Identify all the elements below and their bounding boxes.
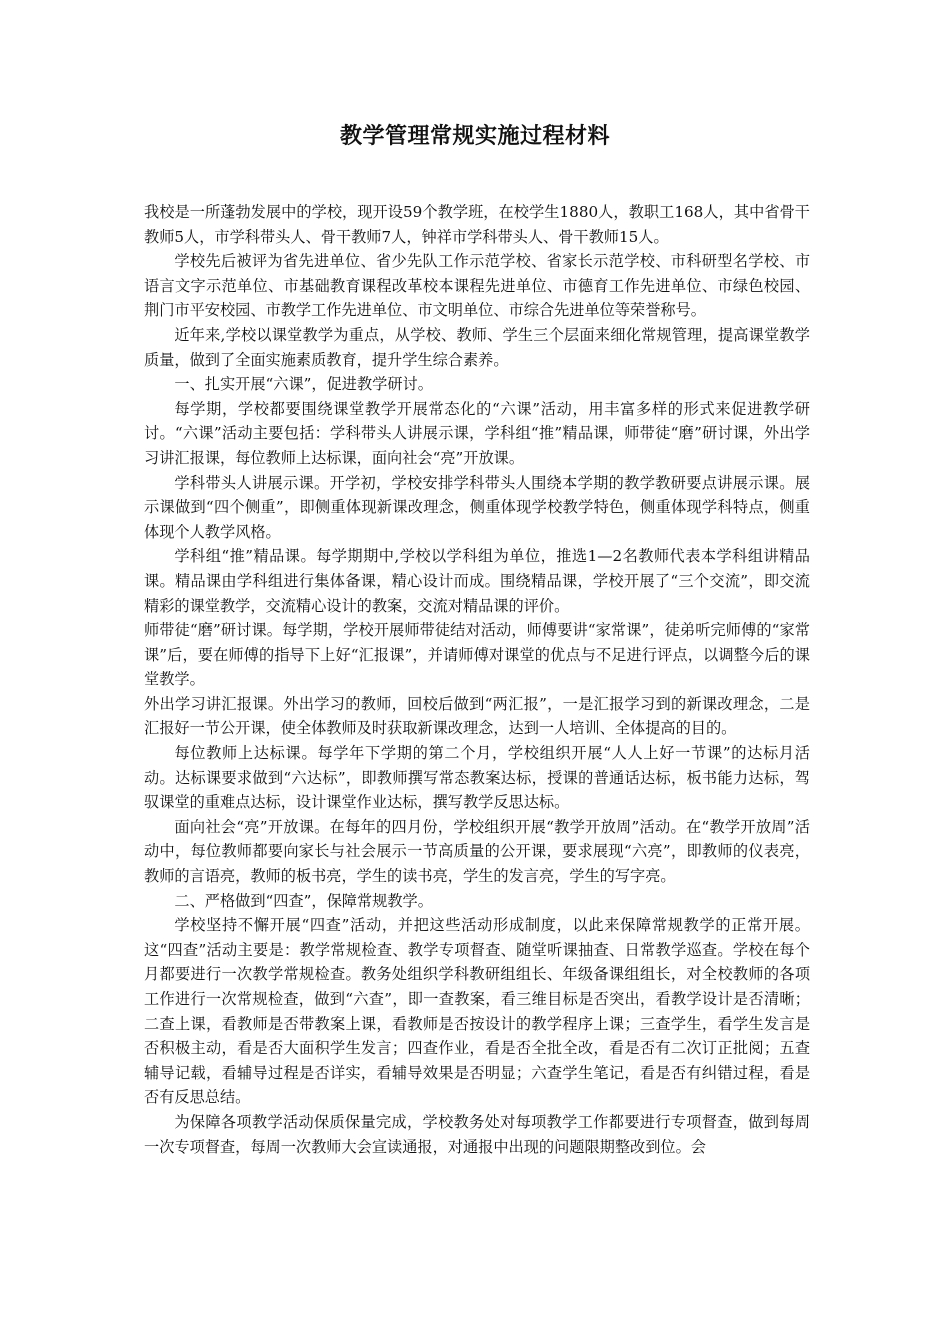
- paragraph: 学科带头人讲展示课。开学初，学校安排学科带头人围绕本学期的教学教研要点讲展示课。展示课做到“四个侧重”，即侧重体现新课改理念，侧重体现学校教学特色，侧重体现学科特点，侧重体现个人教学风格。: [144, 473, 810, 541]
- document-body: [144, 200, 810, 1159]
- document-title: 教学管理常规实施过程材料: [339, 124, 610, 149]
- paragraph: 学校坚持不懈开展“四查”活动，并把这些活动形成制度，以此来保障常规教学的正常开展。这“四查”活动主要是：教学常规检查、教学专项督查、随堂听课抽查、日常教学巡查。学校在每个月都要进行一次教学常规检查。教务处组织学科教研组组长、年级备课组组长，对全校教师的各项工作进行一次常规检查，做到“六查”，即一查教案，看三维目标是否突出，看教学设计是否清晰；二查上课，看教师是否带教案上课，看教师是否按设计的教学程序上课；三查学生，看学生发言是否积极主动，看是否大面积学生发言；四查作业，看是否全批全改，看是否有二次订正批阅；五查辅导记载，看辅导过程是否详实，看辅导效果是否明显；六查学生笔记，看是否有纠错过程，看是否有反思总结。: [144, 916, 810, 1107]
- paragraph: 学校先后被评为省先进单位、省少先队工作示范学校、省家长示范学校、市科研型名学校、市语言文字示范单位、市基础教育课程改革校本课程先进单位、市德育工作先进单位、市绿色校园、荆门市平安校园、市教学工作先进单位、市文明单位、市综合先进单位等荣誉称号。: [144, 252, 810, 320]
- paragraph: 学科组“推”精品课。每学期期中,学校以学科组为单位，推选1—2名教师代表本学科组讲精品课。精品课由学科组进行集体备课，精心设计而成。围绕精品课，学校开展了“三个交流”，即交流精彩的课堂教学，交流精心设计的教案，交流对精品课的评价。: [144, 547, 810, 615]
- paragraph: 外出学习讲汇报课。外出学习的教师，回校后做到“两汇报”，一是汇报学习到的新课改理念，二是汇报好一节公开课，使全体教师及时获取新课改理念，达到一人培训、全体提高的目的。: [144, 694, 810, 738]
- paragraph: 每学期，学校都要围绕课堂教学开展常态化的“六课”活动，用丰富多样的形式来促进教学研讨。“六课”活动主要包括：学科带头人讲展示课，学科组“推”精品课，师带徒“磨”研讨课，外出学习讲汇报课，每位教师上达标课，面向社会“亮”开放课。: [144, 399, 810, 467]
- paragraph: 一、扎实开展“六课”，促进教学研讨。: [174, 375, 433, 394]
- paragraph: 师带徒“磨”研讨课。每学期，学校开展师带徒结对活动，师傅要讲“家常课”，徒弟听完师傅的“家常课”后，要在师傅的指导下上好“汇报课”，并请师傅对课堂的优点与不足进行评点，以调整今后的课堂教学。: [144, 621, 810, 689]
- paragraph: 二、严格做到“四查”，保障常规教学。: [174, 891, 433, 910]
- paragraph: 面向社会“亮”开放课。在每年的四月份，学校组织开展“教学开放周”活动。在“教学开放周”活动中，每位教师都要向家长与社会展示一节高质量的公开课，要求展现“六亮”，即教师的仪表亮，教师的言语亮，教师的板书亮，学生的读书亮，学生的发言亮，学生的写字亮。: [144, 817, 810, 886]
- paragraph: 我校是一所蓬勃发展中的学校，现开设59个教学班，在校学生1880人，教职工168人，其中省骨干教师5人，市学科带头人、骨干教师7人，钟祥市学科带头人、骨干教师15人。: [144, 203, 810, 246]
- paragraph: 每位教师上达标课。每学年下学期的第二个月，学校组织开展“人人上好一节课”的达标月活动。达标课要求做到“六达标”，即教师撰写常态教案达标，授课的普通话达标，板书能力达标，驾驭课堂的重难点达标，设计课堂作业达标，撰写教学反思达标。: [144, 744, 810, 812]
- paragraph: 近年来,学校以课堂教学为重点，从学校、教师、学生三个层面来细化常规管理，提高课堂教学质量，做到了全面实施素质教育，提升学生综合素养。: [144, 325, 810, 369]
- paragraph: 为保障各项教学活动保质保量完成，学校教务处对每项教学工作都要进行专项督查，做到每周一次专项督查，每周一次教师大会宣读通报，对通报中出现的问题限期整改到位。会: [144, 1112, 810, 1156]
